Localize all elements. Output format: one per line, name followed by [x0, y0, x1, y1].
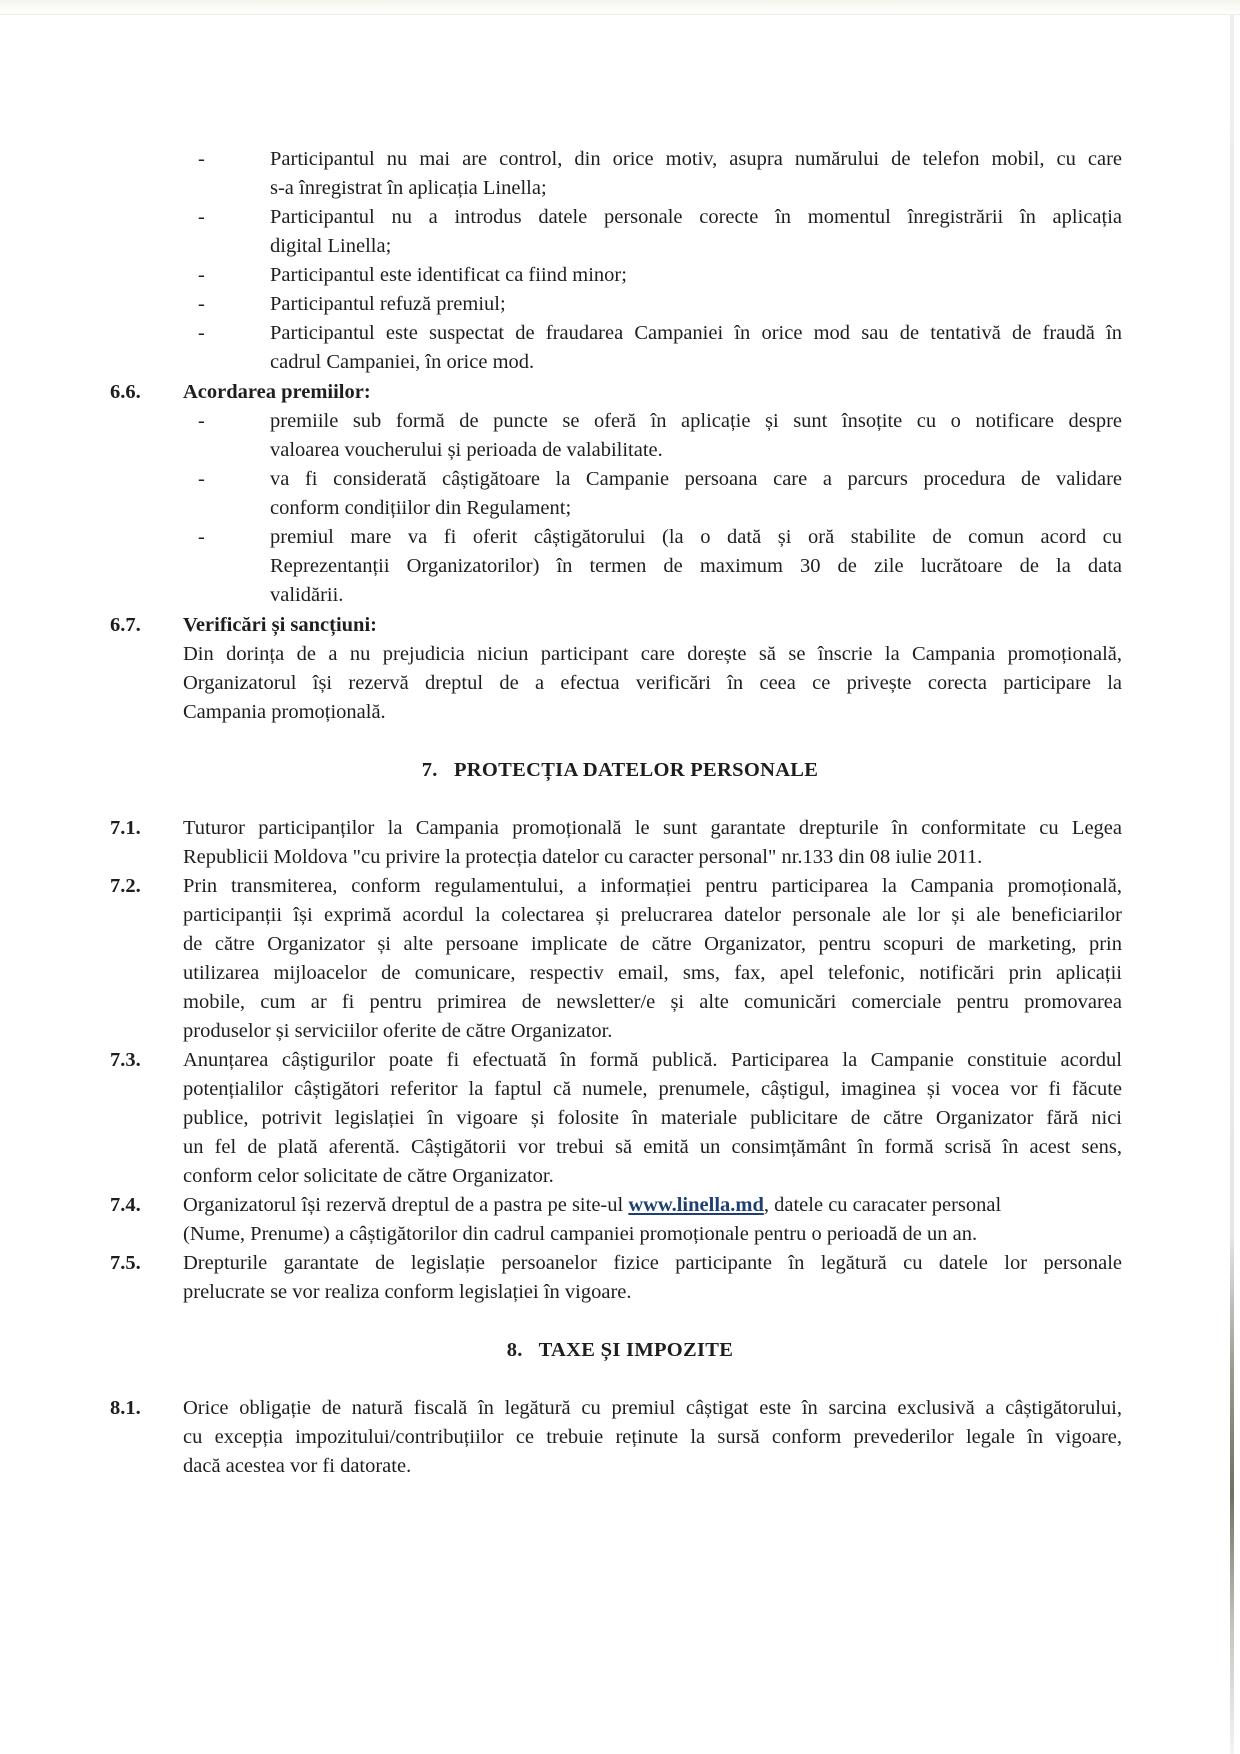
- bullet-line: Participantul nu a introdus datele personale corecte în momentul înregistrării în aplicația: [270, 206, 1122, 228]
- bullet-line: Reprezentanții Organizatorilor) în termen de maximum 30 de zile lucrătoare de la data: [270, 555, 1122, 577]
- paragraph-line: Prin transmiterea, conform regulamentului, a informației pentru participarea la Campania promoțională,: [183, 875, 1122, 897]
- paragraph-line: produselor și serviciilor oferite de către Organizator.: [183, 1020, 613, 1042]
- section-title: Verificări și sancțiuni:: [183, 614, 377, 636]
- paragraph-line: utilizarea mijloacelor de comunicare, respectiv email, sms, fax, apel telefonic, notificări prin aplicații: [183, 962, 1122, 984]
- paragraph-line: Anunțarea câștigurilor poate fi efectuată în formă publică. Participarea la Campanie constituie acordul: [183, 1049, 1122, 1071]
- bullet-line: valoarea voucherului și perioada de valabilitate.: [270, 439, 663, 461]
- bullet-line: Participantul este identificat ca fiind minor;: [270, 264, 627, 286]
- section-title: Acordarea premiilor:: [183, 381, 371, 403]
- bullet-line: validării.: [270, 584, 344, 606]
- paragraph-line: un fel de plată aferentă. Câștigătorii vor trebui să emită un consimțământ în formă scrisă în acest sens,: [183, 1136, 1122, 1158]
- bullet-line: Participantul nu mai are control, din orice motiv, asupra numărului de telefon mobil, cu care: [270, 148, 1122, 170]
- bullet-line: va fi considerată câștigătoare la Campanie persoana care a parcurs procedura de validare: [270, 468, 1122, 490]
- scan-top-edge: [0, 0, 1240, 15]
- bullet-line: premiul mare va fi oferit câștigătorului (la o dată și oră stabilite de comun acord cu: [270, 526, 1122, 548]
- paragraph-line: potențialilor câștigători referitor la faptul că numele, prenumele, câștigul, imaginea și vocea vor fi făcute: [183, 1078, 1122, 1100]
- paragraph-line: [183, 1191, 1122, 1220]
- paragraph-line: Organizatorul își rezervă dreptul de a efectua verificări în ceea ce privește corecta participare la: [183, 672, 1122, 694]
- section-number: 6.6.: [110, 381, 141, 403]
- paragraph-line: de către Organizator și alte persoane implicate de către Organizator, pentru scopuri de marketing, prin: [183, 933, 1122, 955]
- paragraph-text: Organizatorul își rezervă dreptul de a pastra pe site-ul: [183, 1194, 629, 1216]
- bullet-dash: -: [198, 264, 205, 286]
- bullet-line: cadrul Campaniei, în orice mod.: [270, 351, 535, 373]
- paragraph-line: prelucrate se vor realiza conform legislației în vigoare.: [183, 1281, 632, 1303]
- bullet-line: conform condițiilor din Regulament;: [270, 497, 572, 519]
- chapter-7-heading: 7. PROTECȚIA DATELOR PERSONALE: [421, 759, 819, 781]
- paragraph-line: cu excepția impozitului/contribuțiilor ce trebuie reținute la sursă conform prevederilor legale în vigoare,: [183, 1426, 1122, 1448]
- paragraph-line: dacă acestea vor fi datorate.: [183, 1455, 412, 1477]
- paragraph-line: Orice obligație de natură fiscală în legătură cu premiul câștigat este în sarcina exclusivă a câștigătorului,: [183, 1397, 1122, 1419]
- paragraph-line: publice, potrivit legislației în vigoare și folosite în materiale publicitare de către Organizator fără nici: [183, 1107, 1122, 1129]
- paragraph-line: participanții își exprimă acordul la colectarea și prelucrarea datelor personale ale lor și ale beneficiarilor: [183, 904, 1122, 926]
- scan-right-edge: [1230, 14, 1234, 1754]
- bullet-line: Participantul este suspectat de fraudarea Campaniei în orice mod sau de tentativă de fraudă în: [270, 322, 1122, 344]
- section-number: 7.2.: [110, 875, 141, 897]
- bullet-line: s-a înregistrat în aplicația Linella;: [270, 177, 547, 199]
- paragraph-line: Republicii Moldova "cu privire la protecția datelor cu caracter personal" nr.133 din 08 iulie 2011.: [183, 846, 983, 868]
- bullet-line: premiile sub formă de puncte se oferă în aplicație și sunt însoțite cu o notificare despre: [270, 410, 1122, 432]
- section-number: 6.7.: [110, 614, 141, 636]
- paragraph-line: mobile, cum ar fi pentru primirea de newsletter/e și alte comunicări comerciale pentru promovarea: [183, 991, 1122, 1013]
- bullet-dash: -: [198, 526, 205, 548]
- bullet-dash: -: [198, 293, 205, 315]
- linella-website-link[interactable]: www.linella.md: [628, 1194, 764, 1216]
- section-number: 7.3.: [110, 1049, 141, 1071]
- bullet-dash: -: [198, 322, 205, 344]
- bullet-line: Participantul refuză premiul;: [270, 293, 506, 315]
- section-number: 8.1.: [110, 1397, 141, 1419]
- paragraph-line: Tuturor participanților la Campania promoțională le sunt garantate drepturile în conformitate cu Legea: [183, 817, 1122, 839]
- bullet-line: digital Linella;: [270, 235, 392, 257]
- bullet-dash: -: [198, 148, 205, 170]
- paragraph-line: Drepturile garantate de legislație persoanelor fizice participante în legătură cu datele lor personale: [183, 1252, 1122, 1274]
- bullet-dash: -: [198, 206, 205, 228]
- paragraph-line: (Nume, Prenume) a câștigătorilor din cadrul campaniei promoționale pentru o perioadă de un an.: [183, 1223, 978, 1245]
- section-number: 7.1.: [110, 817, 141, 839]
- section-number: 7.5.: [110, 1252, 141, 1274]
- section-number: 7.4.: [110, 1194, 141, 1216]
- bullet-dash: -: [198, 410, 205, 432]
- paragraph-text: , datele cu caracater personal: [763, 1194, 1002, 1216]
- bullet-dash: -: [198, 468, 205, 490]
- chapter-8-heading: 8. TAXE ȘI IMPOZITE: [506, 1339, 734, 1361]
- paragraph-line: Campania promoțională.: [183, 701, 386, 723]
- paragraph-line: conform celor solicitate de către Organizator.: [183, 1165, 554, 1187]
- paragraph-line: Din dorința de a nu prejudicia niciun participant care dorește să se înscrie la Campania promoțională,: [183, 643, 1122, 665]
